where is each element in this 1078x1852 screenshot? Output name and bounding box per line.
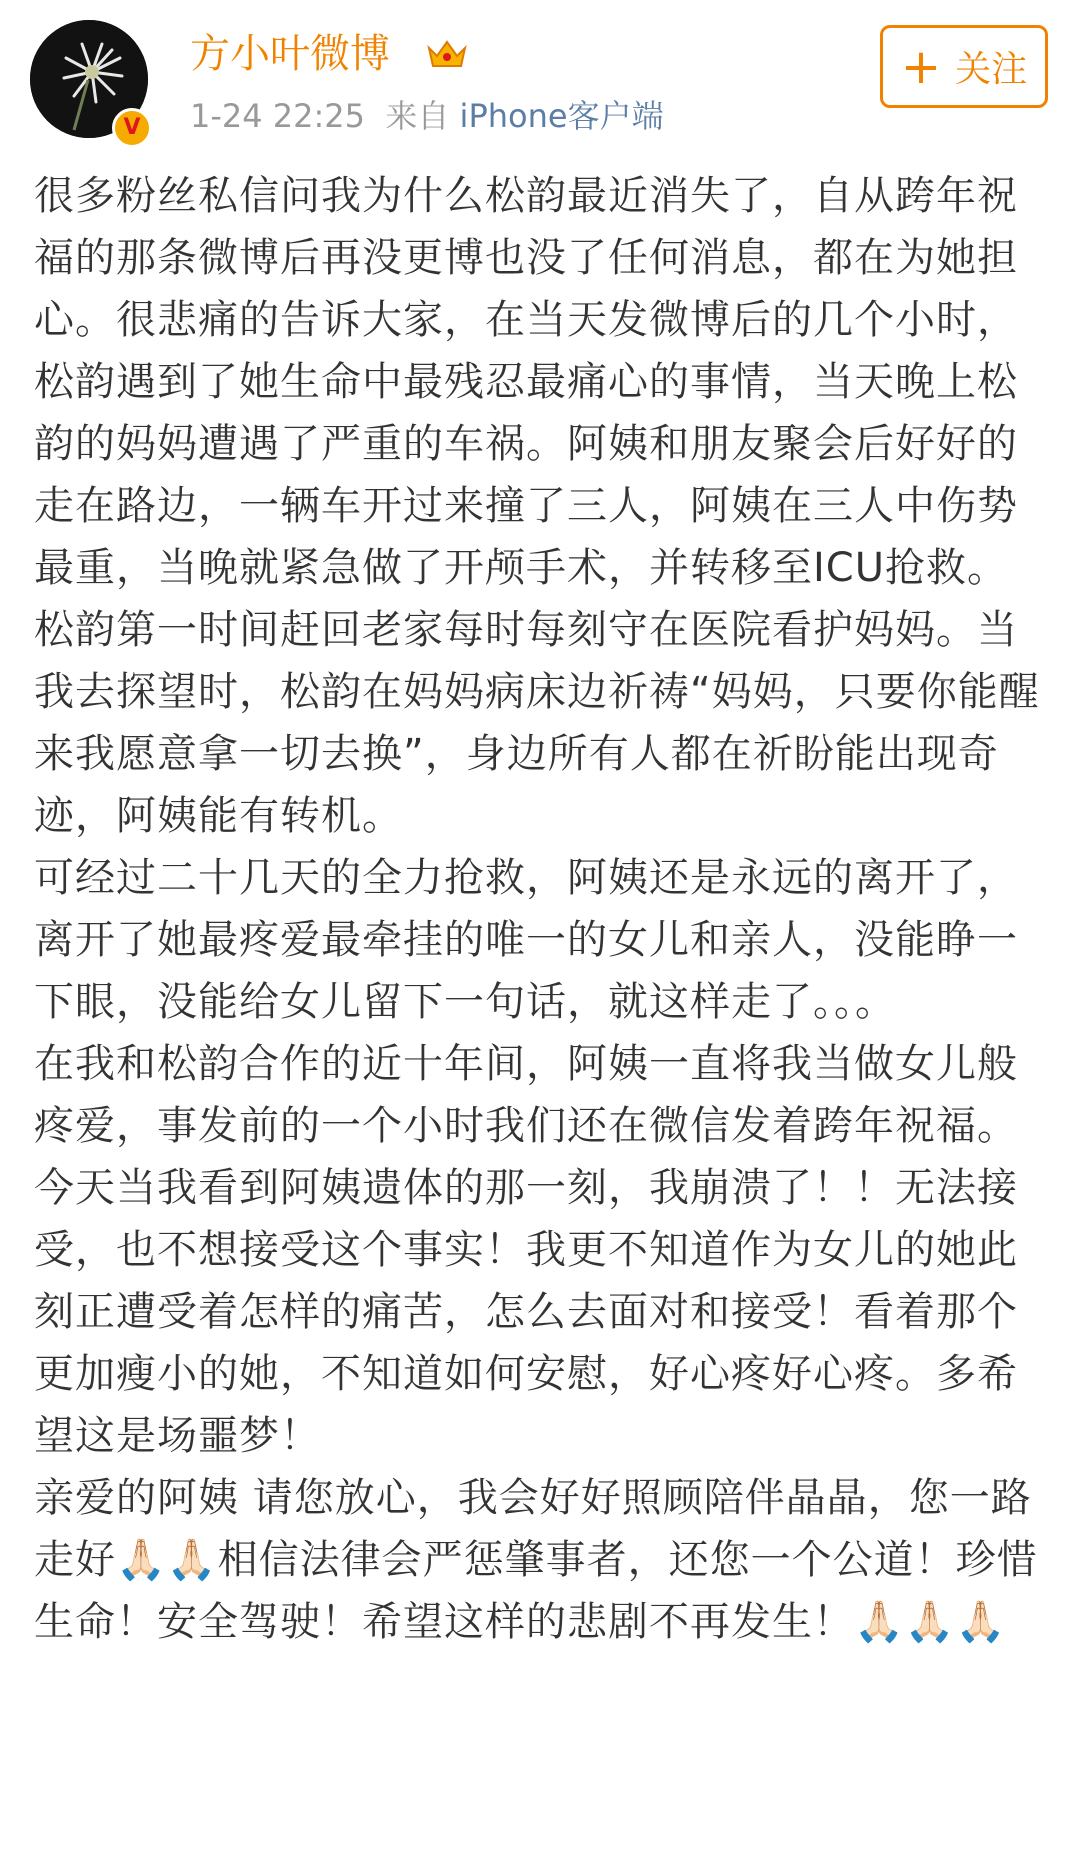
post-header (0, 0, 1078, 150)
source-prefix: 来自 (385, 97, 450, 135)
crown-icon[interactable] (426, 38, 468, 70)
username[interactable]: 方小叶微博 (190, 31, 390, 77)
follow-label: 关注 (955, 49, 1028, 90)
plus-icon: + (900, 38, 942, 95)
post-paragraph: 很多粉丝私信问我为什么松韵最近消失了，自从跨年祝福的那条微博后再没更博也没了任何消息，都在为她担心。很悲痛的告诉大家，在当天发微博后的几个小时，松韵遇到了她生命中最残忍最痛心的事情，当天晚上松韵的妈妈遭遇了严重的车祸。阿姨和朋友聚会后好好的走在路边，一辆车开过来撞了三人，阿姨在三人中伤势最重，当晚就紧急做了开颅手术，并转移至ICU抢救。松韵第一时间赶回老家每时每刻守在医院看护妈妈。当我去探望时，松韵在妈妈病床边祈祷“妈妈，只要你能醒来我愿意拿一切去换”，身边所有人都在祈盼能出现奇迹，阿姨能有转机。 (34, 173, 1040, 839)
post-content (34, 165, 1044, 1653)
post-time: 1-24 22:25 (190, 97, 366, 135)
post-meta (190, 96, 664, 136)
post-paragraph: 在我和松韵合作的近十年间，阿姨一直将我当做女儿般疼爱，事发前的一个小时我们还在微信发着跨年祝福。今天当我看到阿姨遗体的那一刻，我崩溃了！！无法接受，也不想接受这个事实！我更不知道作为女儿的她此刻正遭受着怎样的痛苦，怎么去面对和接受！看着那个更加瘦小的她，不知道如何安慰，好心疼好心疼。多希望这是场噩梦！ (34, 1041, 1018, 1459)
follow-button[interactable] (880, 25, 1048, 108)
post-paragraph: 可经过二十几天的全力抢救，阿姨还是永远的离开了，离开了她最疼爱最牵挂的唯一的女儿和亲人，没能睁一下眼，没能给女儿留下一句话，就这样走了。。。 (34, 855, 1018, 1025)
verified-v-icon: V (112, 108, 152, 148)
post-paragraph: 亲爱的阿姨 请您放心，我会好好照顾陪伴晶晶，您一路走好🙏🏻🙏🏻相信法律会严惩肇事者，还您一个公道！珍惜生命！安全驾驶！希望这样的悲剧不再发生！🙏🏻🙏🏻🙏🏻 (34, 1475, 1038, 1645)
post-source-link[interactable]: iPhone客户端 (459, 97, 664, 135)
